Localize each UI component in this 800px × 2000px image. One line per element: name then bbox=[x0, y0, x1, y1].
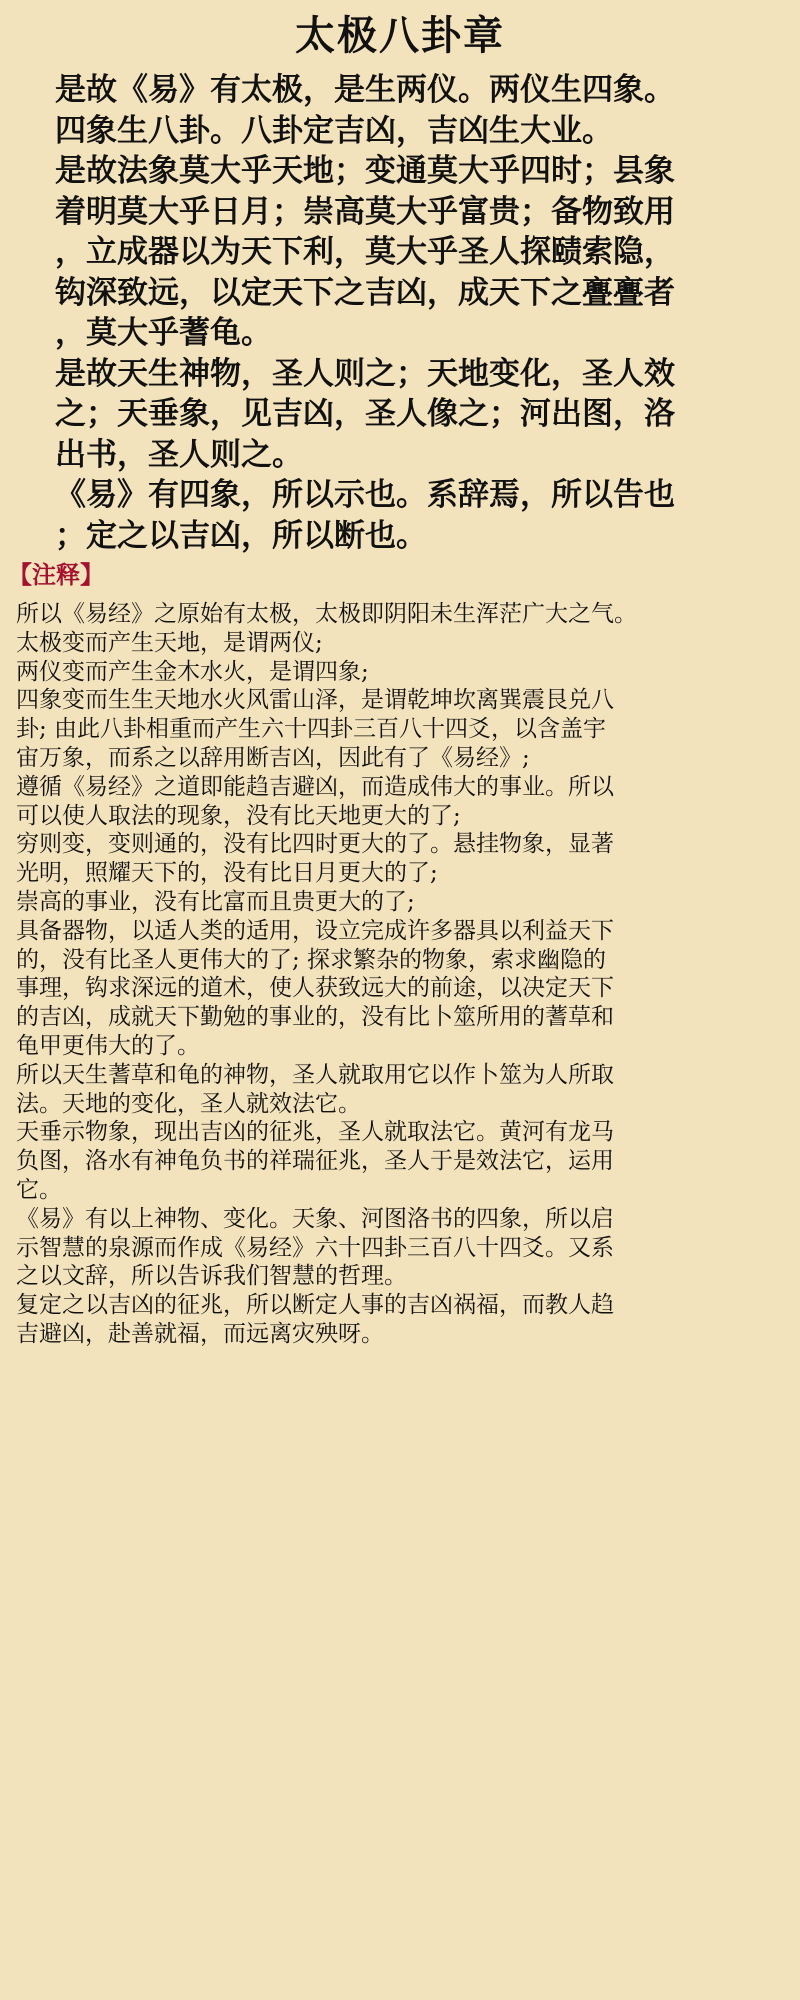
notes-line: 负图，洛水有神龟负书的祥瑞征兆，圣人于是效法它，运用 bbox=[16, 1148, 614, 1175]
original-line: ，莫大乎蓍龟。 bbox=[55, 315, 272, 351]
notes-line: 复定之以吉凶的征兆，所以断定人事的吉凶祸福，而教人趋 bbox=[16, 1292, 614, 1319]
notes-line: 龟甲更伟大的了。 bbox=[16, 1032, 200, 1059]
original-line: 钩深致远，以定天下之吉凶，成天下之亹亹者 bbox=[55, 274, 675, 311]
notes-line: 两仪变而产生金木水火，是谓四象; bbox=[16, 658, 369, 685]
notes-line: 的，没有比圣人更伟大的了; 探求繁杂的物象，索求幽隐的 bbox=[16, 946, 607, 973]
notes-line: 卦; 由此八卦相重而产生六十四卦三百八十四爻，以含盖宇 bbox=[16, 716, 607, 743]
notes-line: 吉避凶，赴善就福，而远离灾殃呀。 bbox=[16, 1320, 384, 1347]
notes-line: 光明，照耀天下的，没有比日月更大的了; bbox=[16, 860, 438, 887]
original-line: 是故天生神物，圣人则之；天地变化，圣人效 bbox=[55, 355, 675, 392]
notes-line: 的吉凶，成就天下勤勉的事业的，没有比卜筮所用的蓍草和 bbox=[16, 1004, 614, 1031]
notes-line: 穷则变，变则通的，没有比四时更大的了。悬挂物象，显著 bbox=[16, 831, 614, 858]
original-line: ；定之以吉凶，所以断也。 bbox=[55, 517, 427, 554]
original-line: 是故《易》有太极，是生两仪。两仪生四象。 bbox=[55, 72, 675, 108]
notes-line: 它。 bbox=[16, 1176, 62, 1203]
notes-line: 太极变而产生天地，是谓两仪; bbox=[16, 629, 323, 656]
original-text bbox=[55, 70, 780, 556]
notes-line: 天垂示物象，现出吉凶的征兆，圣人就取法它。黄河有龙马 bbox=[16, 1119, 614, 1146]
original-line: 《易》有四象，所以示也。系辞焉，所以告也 bbox=[55, 477, 675, 513]
notes-line: 所以天生蓍草和龟的神物，圣人就取用它以作卜筮为人所取 bbox=[16, 1061, 614, 1088]
original-line: ，立成器以为天下利，莫大乎圣人探赜索隐， bbox=[55, 234, 675, 270]
notes-line: 宙万象，而系之以辞用断吉凶，因此有了《易经》; bbox=[16, 744, 530, 771]
page-title: 太极八卦章 bbox=[295, 13, 505, 59]
original-line: 是故法象莫大乎天地；变通莫大乎四时；县象 bbox=[55, 153, 675, 189]
original-line: 出书，圣人则之。 bbox=[55, 436, 303, 473]
notes-line: 法。天地的变化，圣人就效法它。 bbox=[16, 1090, 361, 1117]
notes-line: 遵循《易经》之道即能趋吉避凶，而造成伟大的事业。所以 bbox=[16, 773, 614, 800]
original-line: 四象生八卦。八卦定吉凶，吉凶生大业。 bbox=[55, 112, 613, 149]
notes-line: 事理，钩求深远的道术，使人获致远大的前途，以决定天下 bbox=[16, 975, 614, 1002]
notes-heading: 【注释】 bbox=[8, 561, 104, 589]
notes-line: 可以使人取法的现象，没有比天地更大的了; bbox=[16, 802, 461, 829]
original-line: 着明莫大乎日月；崇高莫大乎富贵；备物致用 bbox=[55, 193, 675, 230]
notes-line: 示智慧的泉源而作成《易经》六十四卦三百八十四爻。又系 bbox=[16, 1234, 614, 1261]
notes-line: 四象变而生生天地水火风雷山泽，是谓乾坤坎离巽震艮兑八 bbox=[16, 687, 614, 714]
notes-text bbox=[16, 600, 792, 1349]
notes-line: 之以文辞，所以告诉我们智慧的哲理。 bbox=[16, 1263, 407, 1290]
notes-line: 《易》有以上神物、变化。天象、河图洛书的四象，所以启 bbox=[16, 1205, 614, 1232]
notes-line: 所以《易经》之原始有太极，太极即阴阳未生浑茫广大之气。 bbox=[16, 601, 637, 627]
notes-line: 崇高的事业，没有比富而且贵更大的了; bbox=[16, 888, 415, 915]
notes-line: 具备器物，以适人类的适用，设立完成许多器具以利益天下 bbox=[16, 917, 614, 944]
original-line: 之；天垂象，见吉凶，圣人像之；河出图，洛 bbox=[55, 396, 675, 432]
